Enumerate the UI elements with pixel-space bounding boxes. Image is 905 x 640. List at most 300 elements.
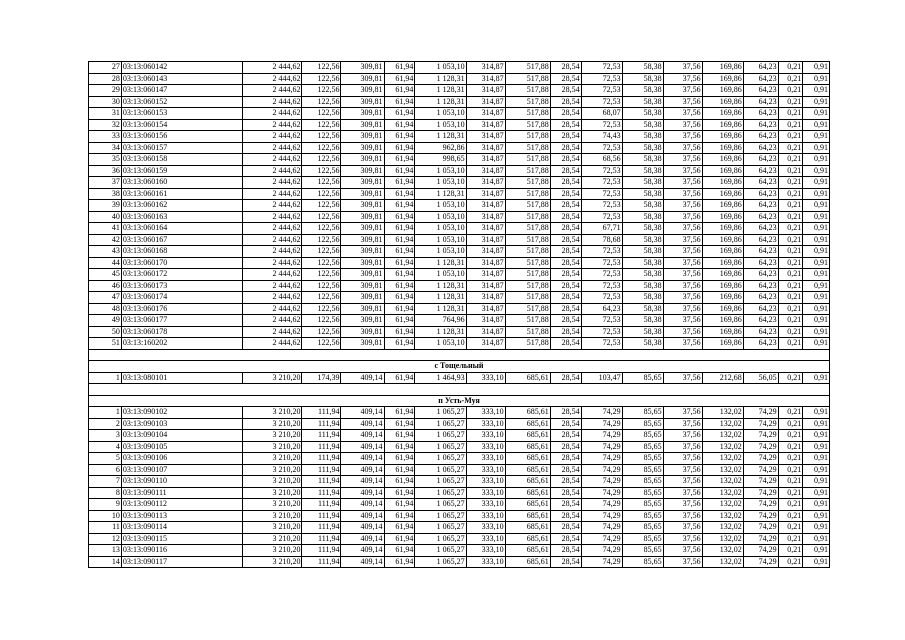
row-number: 27 <box>89 62 122 74</box>
value-cell: 64,23 <box>581 303 622 315</box>
value-cell: 28,54 <box>550 177 581 189</box>
table-row <box>89 73 830 85</box>
value-cell: 61,94 <box>384 165 415 177</box>
value-cell: 28,54 <box>550 142 581 154</box>
value-cell: 68,07 <box>581 108 622 120</box>
table-row <box>89 234 830 246</box>
row-number: 12 <box>89 533 122 545</box>
value-cell: 517,88 <box>505 292 550 304</box>
value-cell: 0,91 <box>803 338 830 350</box>
value-cell: 0,91 <box>803 441 830 453</box>
value-cell: 111,94 <box>302 487 341 499</box>
value-cell: 61,94 <box>384 154 415 166</box>
value-cell: 61,94 <box>384 522 415 534</box>
value-cell: 64,23 <box>743 326 778 338</box>
table-row <box>89 62 830 74</box>
value-cell: 37,56 <box>663 476 702 488</box>
value-cell: 1 128,31 <box>415 85 466 97</box>
value-cell: 169,86 <box>702 177 743 189</box>
value-cell: 64,23 <box>743 246 778 258</box>
cadastral-number: 03:13:090116 <box>121 545 242 557</box>
value-cell: 333,10 <box>466 453 505 465</box>
value-cell: 309,81 <box>341 223 384 235</box>
value-cell: 0,91 <box>803 131 830 143</box>
value-cell: 74,29 <box>743 476 778 488</box>
value-cell: 1 065,27 <box>415 453 466 465</box>
value-cell: 0,21 <box>778 234 803 246</box>
value-cell: 132,02 <box>702 453 743 465</box>
value-cell: 74,29 <box>743 510 778 522</box>
row-number: 43 <box>89 246 122 258</box>
value-cell: 685,61 <box>505 522 550 534</box>
value-cell: 28,54 <box>550 269 581 281</box>
value-cell: 0,21 <box>778 453 803 465</box>
row-number: 51 <box>89 338 122 350</box>
value-cell: 517,88 <box>505 315 550 327</box>
value-cell: 0,21 <box>778 142 803 154</box>
blank-row <box>89 349 830 361</box>
value-cell: 0,21 <box>778 280 803 292</box>
value-cell: 517,88 <box>505 108 550 120</box>
value-cell: 1 065,27 <box>415 430 466 442</box>
table-row <box>89 85 830 97</box>
value-cell: 61,94 <box>384 464 415 476</box>
row-number: 28 <box>89 73 122 85</box>
cadastral-number: 03:13:060142 <box>121 62 242 74</box>
value-cell: 37,56 <box>663 326 702 338</box>
value-cell: 0,21 <box>778 326 803 338</box>
cadastral-number: 03:13:090104 <box>121 430 242 442</box>
value-cell: 309,81 <box>341 211 384 223</box>
value-cell: 61,94 <box>384 131 415 143</box>
cadastral-number: 03:13:060178 <box>121 326 242 338</box>
value-cell: 314,87 <box>466 303 505 315</box>
value-cell: 169,86 <box>702 269 743 281</box>
value-cell: 1 065,27 <box>415 510 466 522</box>
value-cell: 1 053,10 <box>415 234 466 246</box>
value-cell: 169,86 <box>702 292 743 304</box>
section-title: с Тощельный <box>89 361 830 373</box>
value-cell: 0,91 <box>803 234 830 246</box>
value-cell: 1 065,27 <box>415 487 466 499</box>
value-cell: 309,81 <box>341 303 384 315</box>
value-cell: 309,81 <box>341 154 384 166</box>
value-cell: 0,91 <box>803 108 830 120</box>
value-cell: 37,56 <box>663 154 702 166</box>
value-cell: 3 210,20 <box>242 487 302 499</box>
value-cell: 61,94 <box>384 223 415 235</box>
value-cell: 74,29 <box>581 464 622 476</box>
value-cell: 28,54 <box>550 418 581 430</box>
value-cell: 28,54 <box>550 510 581 522</box>
cadastral-number: 03:13:060153 <box>121 108 242 120</box>
value-cell: 309,81 <box>341 165 384 177</box>
value-cell: 169,86 <box>702 280 743 292</box>
value-cell: 1 065,27 <box>415 545 466 557</box>
value-cell: 28,54 <box>550 73 581 85</box>
value-cell: 309,81 <box>341 188 384 200</box>
value-cell: 0,21 <box>778 487 803 499</box>
value-cell: 28,54 <box>550 257 581 269</box>
table-row <box>89 119 830 131</box>
value-cell: 85,65 <box>622 545 663 557</box>
row-number: 32 <box>89 119 122 131</box>
value-cell: 28,54 <box>550 223 581 235</box>
cadastral-number: 03:13:060167 <box>121 234 242 246</box>
value-cell: 0,91 <box>803 545 830 557</box>
value-cell: 1 065,27 <box>415 533 466 545</box>
value-cell: 309,81 <box>341 142 384 154</box>
value-cell: 1 053,10 <box>415 246 466 258</box>
value-cell: 64,23 <box>743 73 778 85</box>
value-cell: 37,56 <box>663 545 702 557</box>
value-cell: 28,54 <box>550 154 581 166</box>
tariff-table-body <box>89 62 830 568</box>
value-cell: 122,56 <box>302 211 341 223</box>
value-cell: 1 053,10 <box>415 269 466 281</box>
value-cell: 85,65 <box>622 510 663 522</box>
value-cell: 122,56 <box>302 177 341 189</box>
row-number: 40 <box>89 211 122 223</box>
value-cell: 2 444,62 <box>242 154 302 166</box>
value-cell: 0,91 <box>803 453 830 465</box>
value-cell: 309,81 <box>341 119 384 131</box>
table-row <box>89 556 830 568</box>
value-cell: 169,86 <box>702 85 743 97</box>
row-number: 1 <box>89 372 122 384</box>
value-cell: 333,10 <box>466 545 505 557</box>
value-cell: 0,91 <box>803 62 830 74</box>
value-cell: 64,23 <box>743 292 778 304</box>
value-cell: 61,94 <box>384 177 415 189</box>
value-cell: 122,56 <box>302 269 341 281</box>
value-cell: 517,88 <box>505 223 550 235</box>
value-cell: 74,29 <box>743 418 778 430</box>
value-cell: 409,14 <box>341 487 384 499</box>
value-cell: 85,65 <box>622 487 663 499</box>
value-cell: 72,53 <box>581 85 622 97</box>
value-cell: 0,91 <box>803 280 830 292</box>
value-cell: 1 053,10 <box>415 338 466 350</box>
row-number: 5 <box>89 453 122 465</box>
value-cell: 1 053,10 <box>415 211 466 223</box>
row-number: 13 <box>89 545 122 557</box>
value-cell: 64,23 <box>743 257 778 269</box>
value-cell: 0,91 <box>803 188 830 200</box>
value-cell: 58,38 <box>622 200 663 212</box>
value-cell: 2 444,62 <box>242 257 302 269</box>
value-cell: 74,29 <box>743 487 778 499</box>
tariff-table <box>88 61 830 568</box>
value-cell: 74,29 <box>743 430 778 442</box>
value-cell: 58,38 <box>622 223 663 235</box>
value-cell: 122,56 <box>302 257 341 269</box>
value-cell: 72,53 <box>581 211 622 223</box>
value-cell: 64,23 <box>743 85 778 97</box>
value-cell: 61,94 <box>384 234 415 246</box>
table-row <box>89 464 830 476</box>
value-cell: 72,53 <box>581 292 622 304</box>
value-cell: 2 444,62 <box>242 211 302 223</box>
table-row <box>89 131 830 143</box>
value-cell: 58,38 <box>622 280 663 292</box>
value-cell: 685,61 <box>505 372 550 384</box>
value-cell: 169,86 <box>702 188 743 200</box>
value-cell: 517,88 <box>505 177 550 189</box>
value-cell: 37,56 <box>663 453 702 465</box>
value-cell: 64,23 <box>743 154 778 166</box>
value-cell: 0,21 <box>778 269 803 281</box>
value-cell: 85,65 <box>622 430 663 442</box>
value-cell: 3 210,20 <box>242 407 302 419</box>
row-number: 7 <box>89 476 122 488</box>
value-cell: 0,21 <box>778 257 803 269</box>
value-cell: 28,54 <box>550 200 581 212</box>
value-cell: 0,91 <box>803 499 830 511</box>
value-cell: 132,02 <box>702 407 743 419</box>
value-cell: 764,96 <box>415 315 466 327</box>
value-cell: 1 065,27 <box>415 522 466 534</box>
value-cell: 169,86 <box>702 119 743 131</box>
value-cell: 111,94 <box>302 556 341 568</box>
value-cell: 37,56 <box>663 280 702 292</box>
value-cell: 111,94 <box>302 522 341 534</box>
cadastral-number: 03:13:090113 <box>121 510 242 522</box>
value-cell: 309,81 <box>341 326 384 338</box>
value-cell: 122,56 <box>302 223 341 235</box>
value-cell: 0,91 <box>803 257 830 269</box>
value-cell: 3 210,20 <box>242 499 302 511</box>
value-cell: 111,94 <box>302 418 341 430</box>
value-cell: 0,21 <box>778 119 803 131</box>
value-cell: 28,54 <box>550 303 581 315</box>
value-cell: 58,38 <box>622 131 663 143</box>
table-row <box>89 372 830 384</box>
value-cell: 1 065,27 <box>415 476 466 488</box>
value-cell: 37,56 <box>663 223 702 235</box>
value-cell: 64,23 <box>743 188 778 200</box>
value-cell: 61,94 <box>384 200 415 212</box>
value-cell: 3 210,20 <box>242 441 302 453</box>
value-cell: 132,02 <box>702 487 743 499</box>
value-cell: 333,10 <box>466 510 505 522</box>
value-cell: 0,91 <box>803 119 830 131</box>
row-number: 11 <box>89 522 122 534</box>
value-cell: 0,21 <box>778 533 803 545</box>
value-cell: 409,14 <box>341 407 384 419</box>
value-cell: 2 444,62 <box>242 188 302 200</box>
value-cell: 409,14 <box>341 441 384 453</box>
value-cell: 2 444,62 <box>242 326 302 338</box>
value-cell: 0,91 <box>803 315 830 327</box>
value-cell: 111,94 <box>302 533 341 545</box>
value-cell: 0,91 <box>803 510 830 522</box>
table-row <box>89 453 830 465</box>
value-cell: 314,87 <box>466 119 505 131</box>
value-cell: 122,56 <box>302 234 341 246</box>
value-cell: 85,65 <box>622 441 663 453</box>
value-cell: 0,21 <box>778 73 803 85</box>
table-row <box>89 407 830 419</box>
value-cell: 28,54 <box>550 62 581 74</box>
cadastral-number: 03:13:090110 <box>121 476 242 488</box>
value-cell: 58,38 <box>622 85 663 97</box>
value-cell: 72,53 <box>581 62 622 74</box>
value-cell: 169,86 <box>702 62 743 74</box>
value-cell: 111,94 <box>302 441 341 453</box>
value-cell: 0,91 <box>803 533 830 545</box>
value-cell: 58,38 <box>622 292 663 304</box>
value-cell: 122,56 <box>302 303 341 315</box>
value-cell: 169,86 <box>702 246 743 258</box>
blank-cell <box>89 384 830 396</box>
value-cell: 1 128,31 <box>415 96 466 108</box>
value-cell: 37,56 <box>663 85 702 97</box>
value-cell: 1 053,10 <box>415 177 466 189</box>
value-cell: 28,54 <box>550 464 581 476</box>
value-cell: 122,56 <box>302 200 341 212</box>
value-cell: 0,91 <box>803 154 830 166</box>
value-cell: 85,65 <box>622 372 663 384</box>
value-cell: 37,56 <box>663 292 702 304</box>
value-cell: 64,23 <box>743 142 778 154</box>
value-cell: 314,87 <box>466 96 505 108</box>
value-cell: 74,29 <box>581 510 622 522</box>
value-cell: 64,23 <box>743 234 778 246</box>
value-cell: 1 053,10 <box>415 62 466 74</box>
cadastral-number: 03:13:060161 <box>121 188 242 200</box>
value-cell: 2 444,62 <box>242 108 302 120</box>
value-cell: 517,88 <box>505 246 550 258</box>
value-cell: 1 128,31 <box>415 292 466 304</box>
value-cell: 61,94 <box>384 338 415 350</box>
value-cell: 28,54 <box>550 556 581 568</box>
value-cell: 309,81 <box>341 246 384 258</box>
value-cell: 174,39 <box>302 372 341 384</box>
value-cell: 122,56 <box>302 154 341 166</box>
value-cell: 1 065,27 <box>415 499 466 511</box>
value-cell: 2 444,62 <box>242 234 302 246</box>
value-cell: 517,88 <box>505 211 550 223</box>
value-cell: 3 210,20 <box>242 556 302 568</box>
table-row <box>89 533 830 545</box>
value-cell: 333,10 <box>466 522 505 534</box>
value-cell: 37,56 <box>663 418 702 430</box>
value-cell: 28,54 <box>550 119 581 131</box>
value-cell: 2 444,62 <box>242 280 302 292</box>
value-cell: 74,29 <box>581 407 622 419</box>
value-cell: 64,23 <box>743 200 778 212</box>
value-cell: 409,14 <box>341 418 384 430</box>
value-cell: 28,54 <box>550 315 581 327</box>
value-cell: 61,94 <box>384 303 415 315</box>
value-cell: 517,88 <box>505 326 550 338</box>
value-cell: 61,94 <box>384 269 415 281</box>
value-cell: 132,02 <box>702 476 743 488</box>
cadastral-number: 03:13:090111 <box>121 487 242 499</box>
row-number: 41 <box>89 223 122 235</box>
value-cell: 1 128,31 <box>415 73 466 85</box>
table-row <box>89 246 830 258</box>
value-cell: 314,87 <box>466 326 505 338</box>
value-cell: 169,86 <box>702 315 743 327</box>
table-row <box>89 292 830 304</box>
value-cell: 64,23 <box>743 303 778 315</box>
value-cell: 74,29 <box>581 556 622 568</box>
value-cell: 85,65 <box>622 556 663 568</box>
value-cell: 685,61 <box>505 476 550 488</box>
table-row <box>89 499 830 511</box>
value-cell: 28,54 <box>550 96 581 108</box>
value-cell: 169,86 <box>702 234 743 246</box>
value-cell: 309,81 <box>341 269 384 281</box>
value-cell: 85,65 <box>622 464 663 476</box>
value-cell: 409,14 <box>341 372 384 384</box>
value-cell: 122,56 <box>302 188 341 200</box>
value-cell: 61,94 <box>384 487 415 499</box>
cadastral-number: 03:13:060156 <box>121 131 242 143</box>
value-cell: 58,38 <box>622 326 663 338</box>
value-cell: 56,05 <box>743 372 778 384</box>
value-cell: 2 444,62 <box>242 119 302 131</box>
value-cell: 64,23 <box>743 108 778 120</box>
blank-row <box>89 384 830 396</box>
value-cell: 314,87 <box>466 200 505 212</box>
value-cell: 314,87 <box>466 142 505 154</box>
value-cell: 61,94 <box>384 85 415 97</box>
value-cell: 0,21 <box>778 556 803 568</box>
value-cell: 0,21 <box>778 177 803 189</box>
value-cell: 61,94 <box>384 453 415 465</box>
value-cell: 28,54 <box>550 246 581 258</box>
value-cell: 2 444,62 <box>242 131 302 143</box>
value-cell: 58,38 <box>622 177 663 189</box>
value-cell: 132,02 <box>702 522 743 534</box>
value-cell: 309,81 <box>341 315 384 327</box>
cadastral-number: 03:13:080101 <box>121 372 242 384</box>
value-cell: 37,56 <box>663 165 702 177</box>
value-cell: 122,56 <box>302 73 341 85</box>
table-row <box>89 200 830 212</box>
value-cell: 74,29 <box>743 533 778 545</box>
cadastral-number: 03:13:060147 <box>121 85 242 97</box>
value-cell: 37,56 <box>663 131 702 143</box>
value-cell: 74,29 <box>743 545 778 557</box>
cadastral-number: 03:13:060154 <box>121 119 242 131</box>
value-cell: 2 444,62 <box>242 303 302 315</box>
row-number: 14 <box>89 556 122 568</box>
value-cell: 333,10 <box>466 407 505 419</box>
value-cell: 0,91 <box>803 522 830 534</box>
value-cell: 72,53 <box>581 142 622 154</box>
value-cell: 0,91 <box>803 464 830 476</box>
value-cell: 309,81 <box>341 177 384 189</box>
value-cell: 0,21 <box>778 476 803 488</box>
table-row <box>89 418 830 430</box>
value-cell: 517,88 <box>505 257 550 269</box>
row-number: 35 <box>89 154 122 166</box>
value-cell: 28,54 <box>550 372 581 384</box>
table-row <box>89 522 830 534</box>
value-cell: 85,65 <box>622 522 663 534</box>
value-cell: 169,86 <box>702 96 743 108</box>
value-cell: 64,23 <box>743 211 778 223</box>
value-cell: 37,56 <box>663 188 702 200</box>
value-cell: 1 065,27 <box>415 464 466 476</box>
row-number: 2 <box>89 418 122 430</box>
table-row <box>89 188 830 200</box>
cadastral-number: 03:13:060168 <box>121 246 242 258</box>
